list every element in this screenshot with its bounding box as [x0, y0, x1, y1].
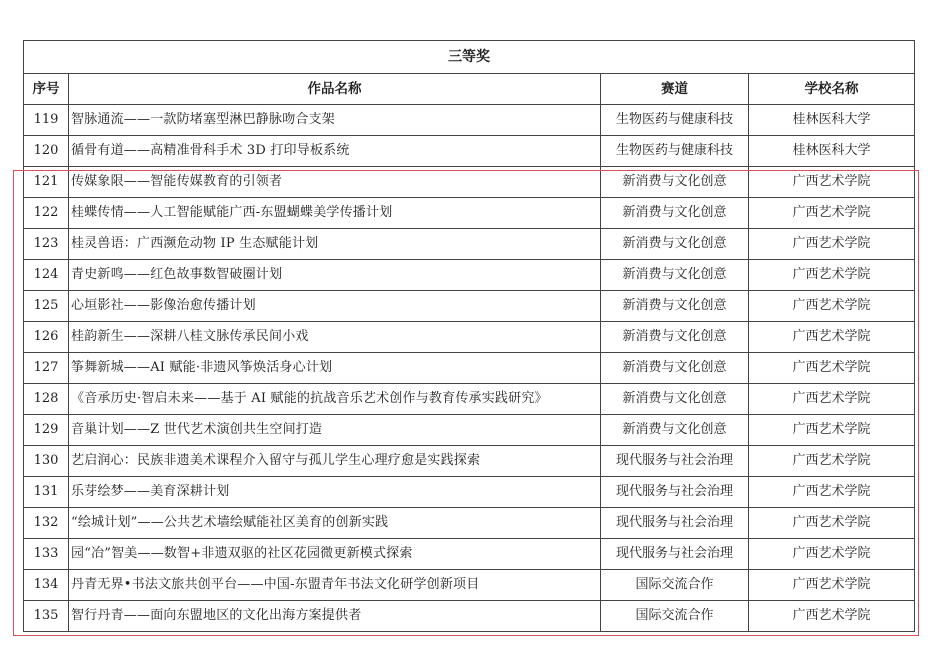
table-row	[24, 477, 915, 508]
row-number: 128	[24, 384, 69, 415]
row-number: 121	[24, 167, 69, 198]
header-no: 序号	[24, 74, 69, 105]
row-number: 119	[24, 105, 69, 136]
school-name: 广西艺术学院	[749, 384, 915, 415]
track-name: 国际交流合作	[601, 570, 749, 601]
track-name: 新消费与文化创意	[601, 291, 749, 322]
project-name: “绘城计划”——公共艺术墙绘赋能社区美育的创新实践	[69, 508, 601, 539]
track-name: 现代服务与社会治理	[601, 446, 749, 477]
track-name: 新消费与文化创意	[601, 198, 749, 229]
track-name: 新消费与文化创意	[601, 322, 749, 353]
row-number: 122	[24, 198, 69, 229]
school-name: 桂林医科大学	[749, 136, 915, 167]
project-name: 《音承历史·智启未来——基于 AI 赋能的抗战音乐艺术创作与教育传承实践研究》	[69, 384, 601, 415]
school-name: 广西艺术学院	[749, 570, 915, 601]
row-number: 123	[24, 229, 69, 260]
table-row	[24, 539, 915, 570]
track-name: 新消费与文化创意	[601, 260, 749, 291]
table-row	[24, 105, 915, 136]
header-school: 学校名称	[749, 74, 915, 105]
project-name: 园“冶”智美——数智+非遗双驱的社区花园微更新模式探索	[69, 539, 601, 570]
school-name: 桂林医科大学	[749, 105, 915, 136]
track-name: 现代服务与社会治理	[601, 539, 749, 570]
row-number: 125	[24, 291, 69, 322]
school-name: 广西艺术学院	[749, 260, 915, 291]
row-number: 132	[24, 508, 69, 539]
project-name: 心垣影社——影像治愈传播计划	[69, 291, 601, 322]
project-name: 丹青无界•书法文旅共创平台——中国-东盟青年书法文化研学创新项目	[69, 570, 601, 601]
school-name: 广西艺术学院	[749, 601, 915, 632]
row-number: 124	[24, 260, 69, 291]
table-row	[24, 415, 915, 446]
project-name: 桂韵新生——深耕八桂文脉传承民间小戏	[69, 322, 601, 353]
row-number: 135	[24, 601, 69, 632]
track-name: 新消费与文化创意	[601, 229, 749, 260]
table-row	[24, 446, 915, 477]
row-number: 129	[24, 415, 69, 446]
track-name: 新消费与文化创意	[601, 167, 749, 198]
project-name: 循骨有道——高精准骨科手术 3D 打印导板系统	[69, 136, 601, 167]
project-name: 桂蝶传情——人工智能赋能广西-东盟蝴蝶美学传播计划	[69, 198, 601, 229]
school-name: 广西艺术学院	[749, 539, 915, 570]
project-name: 青史新鸣——红色故事数智破圈计划	[69, 260, 601, 291]
table-row	[24, 136, 915, 167]
awards-table	[23, 40, 915, 632]
track-name: 国际交流合作	[601, 601, 749, 632]
school-name: 广西艺术学院	[749, 291, 915, 322]
row-number: 127	[24, 353, 69, 384]
track-name: 现代服务与社会治理	[601, 477, 749, 508]
project-name: 音巢计划——Z 世代艺术演创共生空间打造	[69, 415, 601, 446]
table-row	[24, 570, 915, 601]
table-row	[24, 384, 915, 415]
school-name: 广西艺术学院	[749, 167, 915, 198]
row-number: 131	[24, 477, 69, 508]
track-name: 生物医药与健康科技	[601, 105, 749, 136]
row-number: 126	[24, 322, 69, 353]
row-number: 134	[24, 570, 69, 601]
table-row	[24, 508, 915, 539]
school-name: 广西艺术学院	[749, 353, 915, 384]
header-name: 作品名称	[69, 74, 601, 105]
row-number: 133	[24, 539, 69, 570]
school-name: 广西艺术学院	[749, 508, 915, 539]
project-name: 智脉通流——一款防堵塞型淋巴静脉吻合支架	[69, 105, 601, 136]
project-name: 传媒象限——智能传媒教育的引领者	[69, 167, 601, 198]
header-track: 赛道	[601, 74, 749, 105]
school-name: 广西艺术学院	[749, 477, 915, 508]
section-title: 三等奖	[24, 41, 915, 74]
project-name: 智行丹青——面向东盟地区的文化出海方案提供者	[69, 601, 601, 632]
project-name: 桂灵兽语：广西濒危动物 IP 生态赋能计划	[69, 229, 601, 260]
table-row	[24, 353, 915, 384]
project-name: 乐芽绘梦——美育深耕计划	[69, 477, 601, 508]
school-name: 广西艺术学院	[749, 229, 915, 260]
track-name: 新消费与文化创意	[601, 353, 749, 384]
header-row	[24, 74, 915, 105]
table-row	[24, 291, 915, 322]
row-number: 120	[24, 136, 69, 167]
track-name: 现代服务与社会治理	[601, 508, 749, 539]
project-name: 筝舞新城——AI 赋能·非遗风筝焕活身心计划	[69, 353, 601, 384]
awards-table-container	[23, 40, 914, 632]
track-name: 生物医药与健康科技	[601, 136, 749, 167]
track-name: 新消费与文化创意	[601, 384, 749, 415]
table-row	[24, 198, 915, 229]
school-name: 广西艺术学院	[749, 446, 915, 477]
table-row	[24, 322, 915, 353]
school-name: 广西艺术学院	[749, 415, 915, 446]
school-name: 广西艺术学院	[749, 322, 915, 353]
table-row	[24, 260, 915, 291]
table-row	[24, 167, 915, 198]
table-row	[24, 601, 915, 632]
section-title-row	[24, 41, 915, 74]
school-name: 广西艺术学院	[749, 198, 915, 229]
project-name: 艺启润心：民族非遗美术课程介入留守与孤儿学生心理疗愈是实践探索	[69, 446, 601, 477]
table-body	[24, 105, 915, 632]
track-name: 新消费与文化创意	[601, 415, 749, 446]
table-row	[24, 229, 915, 260]
row-number: 130	[24, 446, 69, 477]
